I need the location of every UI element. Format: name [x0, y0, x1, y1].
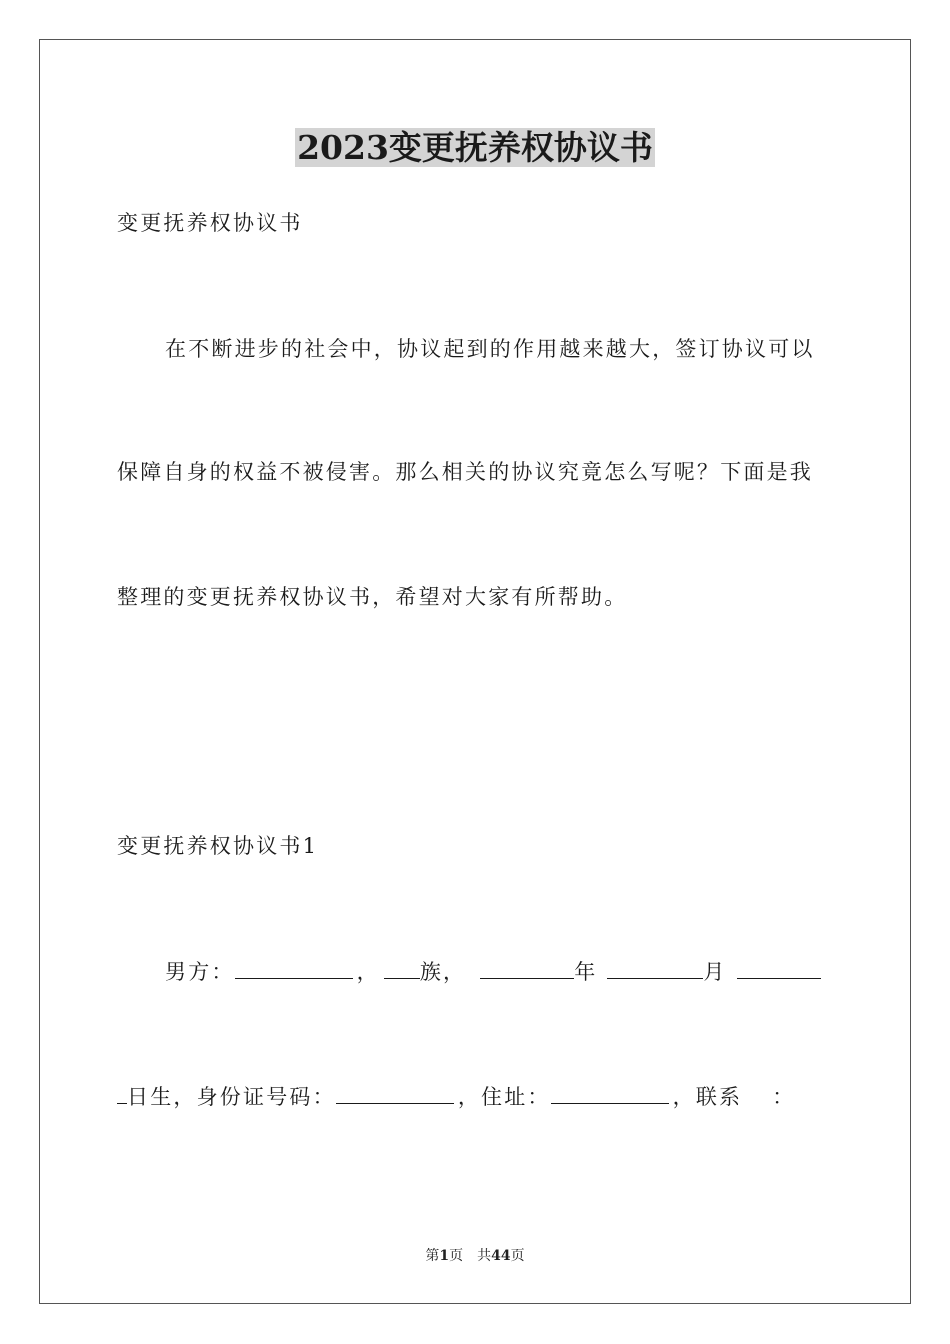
label-address: ，住址：: [457, 1085, 551, 1109]
page-footer: [0, 1246, 950, 1266]
footer-total-prefix: 共: [477, 1248, 492, 1264]
month-blank: [607, 956, 703, 979]
footer-page-number: 1: [439, 1248, 450, 1264]
label-ethnic: 族，: [419, 960, 467, 984]
footer-total-pages: 44: [491, 1248, 511, 1264]
day-blank-continued: [117, 1081, 127, 1104]
year-blank: [480, 956, 574, 979]
label-contact: ，联系: [672, 1085, 743, 1109]
document-title-text: 2023变更抚养权协议书: [297, 128, 653, 167]
id-number-blank: [336, 1081, 454, 1104]
label-month: 月: [703, 960, 727, 984]
name-blank: [235, 956, 353, 979]
ethnic-blank: [384, 956, 420, 979]
intro-line-1: 在不断进步的社会中，协议起到的作用越来越大，签订协议可以: [165, 337, 815, 361]
intro-line-3: 整理的变更抚养权协议书，希望对大家有所帮助。: [117, 585, 628, 609]
footer-total-unit: 页: [510, 1248, 525, 1264]
form-line-1: [165, 956, 837, 987]
document-title: [0, 126, 950, 170]
document-subtitle: 变更抚养权协议书: [117, 211, 303, 235]
day-blank: [737, 956, 821, 979]
footer-page-unit: 页: [449, 1248, 464, 1264]
label-birth-id: 日生，身份证号码：: [127, 1085, 336, 1109]
section-heading: 变更抚养权协议书1: [117, 834, 319, 858]
label-man: 男方：: [165, 960, 235, 984]
intro-line-2: 保障自身的权益不被侵害。那么相关的协议究竟怎么写呢？下面是我: [117, 460, 813, 484]
address-blank: [551, 1081, 669, 1104]
form-line-2: [117, 1081, 837, 1112]
separator: ，: [356, 960, 380, 984]
footer-prefix: 第: [425, 1248, 440, 1264]
contact-colon: ：: [772, 1085, 796, 1109]
label-year: 年: [574, 960, 598, 984]
